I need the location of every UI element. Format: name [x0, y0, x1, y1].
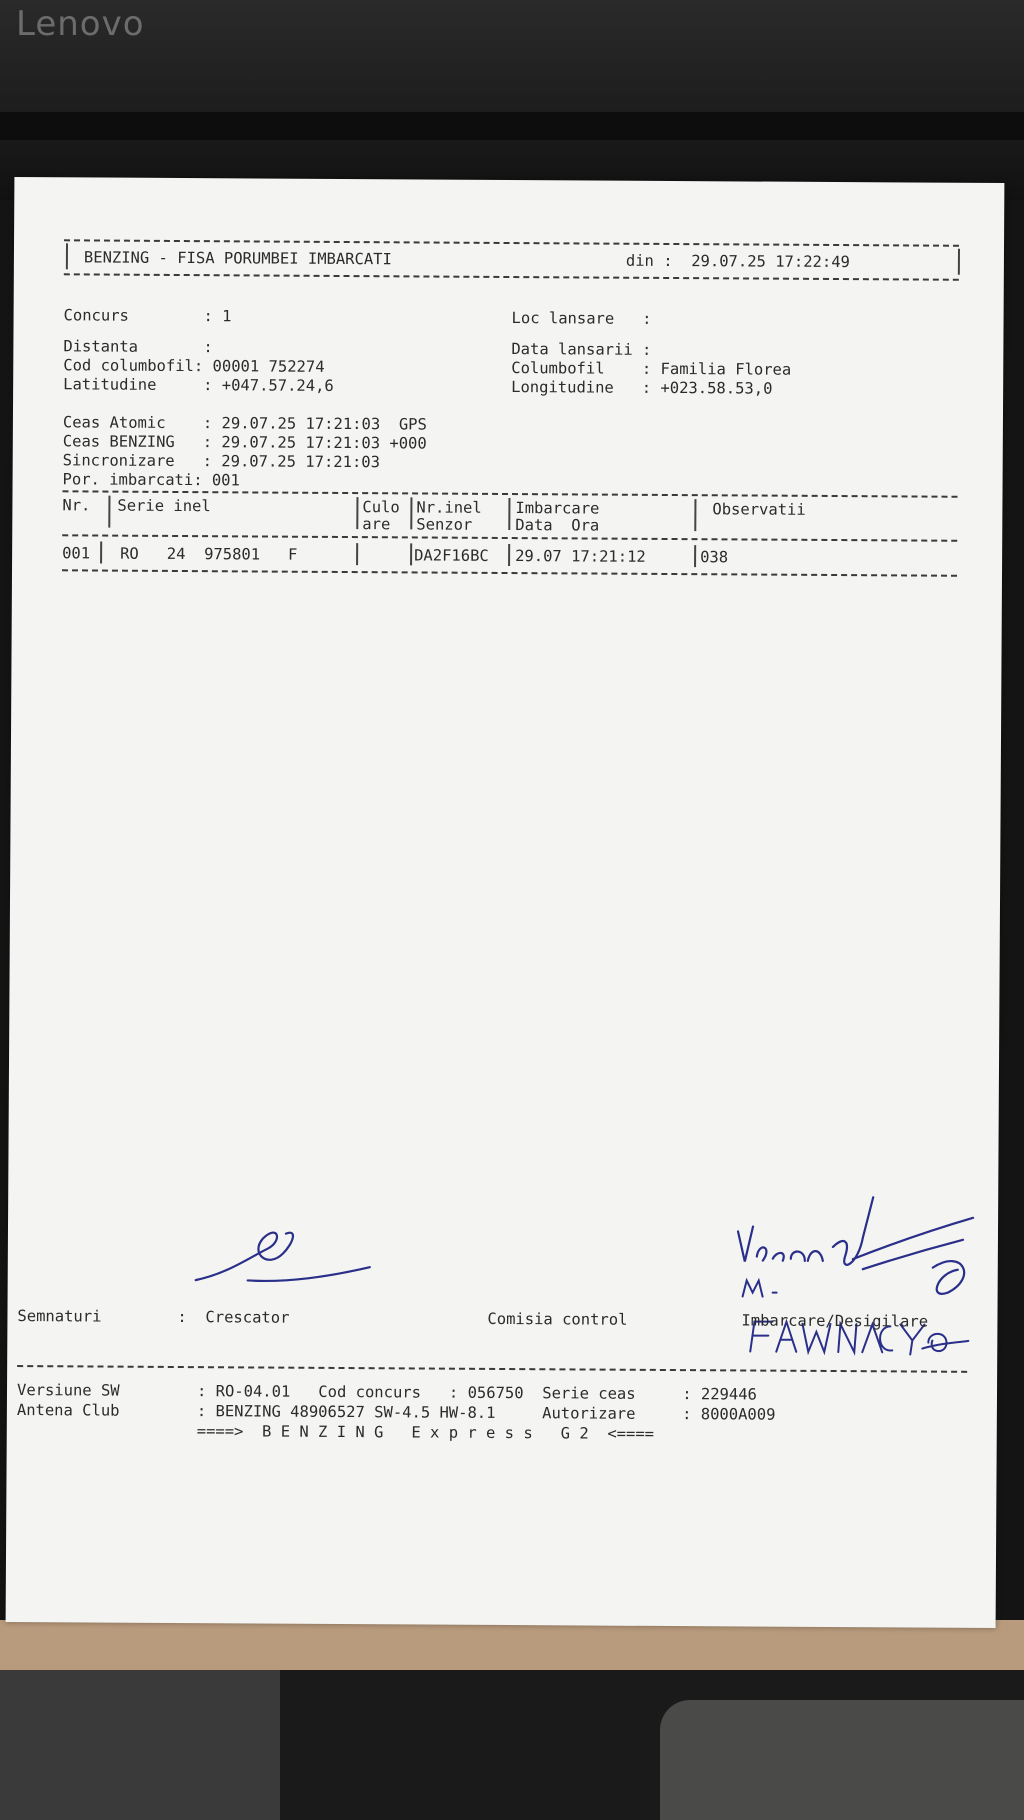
field-cod-columbofil: Cod columbofil: 00001 752274 — [63, 356, 325, 376]
col-nr-inel-1: Nr.inel — [416, 498, 482, 517]
col-nr: Nr. — [62, 496, 91, 515]
field-distanta: Distanta : — [63, 337, 213, 357]
signature-comisia — [733, 1176, 994, 1308]
header-top-rule — [64, 239, 959, 246]
footer-versiune-label: Versiune SW — [16, 1381, 120, 1400]
field-sincronizare: Sincronizare : 29.07.25 17:21:03 — [62, 451, 381, 472]
footer-express-banner: ====> B E N Z I N G E x p r e s s G 2 <==== — [196, 1422, 655, 1443]
table-sep-4 — [508, 498, 510, 530]
row-data-ora: 29.07 17:21:12 — [515, 547, 646, 566]
fabric-left — [0, 1670, 280, 1820]
col-culoare-1: Culo — [362, 498, 400, 517]
field-ceas-benzing: Ceas BENZING : 29.07.25 17:21:03 +000 — [62, 432, 427, 453]
table-sep-2 — [356, 497, 358, 529]
field-longitudine: Longitudine : +023.58.53,0 — [511, 378, 773, 398]
desk-edge — [0, 1620, 1024, 1670]
header-left-bar — [66, 243, 68, 269]
row-sep-5 — [694, 545, 696, 567]
col-imbarcare-1: Imbarcare — [515, 499, 600, 518]
desk-surface — [0, 1620, 1024, 1820]
laptop-hinge — [0, 112, 1024, 140]
col-serie-inel: Serie inel — [117, 496, 211, 516]
field-loc-lansare: Loc lansare : — [511, 309, 652, 328]
row-sep-3 — [410, 543, 412, 565]
field-data-lansarii: Data lansarii : — [511, 340, 652, 359]
footer-antena-label: Antena Club — [16, 1401, 120, 1420]
header-right-bar — [958, 249, 960, 275]
row-serie-inel: RO 24 975801 F — [120, 544, 298, 564]
field-por-imbarcati: Por. imbarcati: 001 — [62, 470, 240, 490]
row-observatii: 038 — [700, 548, 729, 567]
signature-comisia-label: Comisia control — [487, 1309, 628, 1329]
row-sep-1 — [100, 542, 102, 564]
signature-label: Semnaturi — [17, 1307, 102, 1326]
row-sep-2 — [356, 543, 358, 565]
row-sep-4 — [508, 544, 510, 566]
table-sep-3 — [410, 497, 412, 529]
receipt-title: BENZING - FISA PORUMBEI IMBARCATI — [83, 248, 392, 269]
table-sep-5 — [694, 499, 696, 531]
footer-rule — [17, 1365, 967, 1373]
fabric-right — [660, 1700, 1024, 1820]
header-bottom-rule — [64, 273, 959, 280]
signature-crescator-label: : Crescator — [177, 1308, 290, 1327]
receipt-print-date: din : 29.07.25 17:22:49 — [625, 251, 850, 272]
field-columbofil: Columbofil : Familia Florea — [511, 359, 792, 379]
footer-antena-value: : BENZING 48906527 SW-4.5 HW-8.1 Autorizare : 8000A009 — [196, 1402, 776, 1424]
col-observatii: Observatii — [712, 500, 806, 519]
receipt-paper — [6, 177, 1005, 1628]
laptop-lid — [0, 0, 1024, 200]
table-header-rule — [62, 534, 957, 541]
col-nr-inel-2: Senzor — [416, 515, 473, 534]
col-imbarcare-2: Data Ora — [515, 516, 600, 535]
col-culoare-2: are — [362, 515, 391, 534]
table-sep-1 — [108, 496, 110, 528]
row-senzor: DA2F16BC — [414, 546, 489, 565]
table-bottom-rule — [62, 569, 957, 576]
row-nr: 001 — [62, 544, 91, 563]
field-concurs: Concurs : 1 — [63, 306, 232, 326]
field-latitudine: Latitudine : +047.57.24,6 — [63, 375, 334, 395]
laptop-brand-logo: Lenovo — [16, 4, 145, 44]
field-ceas-atomic: Ceas Atomic : 29.07.25 17:21:03 GPS — [62, 413, 427, 434]
footer-versiune-value: : RO-04.01 Cod concurs : 056750 Serie ceas : 229446 — [196, 1382, 757, 1404]
signature-crescator — [188, 1218, 388, 1299]
signature-imbarcare-label: Imbarcare/Desigilare — [741, 1311, 929, 1331]
